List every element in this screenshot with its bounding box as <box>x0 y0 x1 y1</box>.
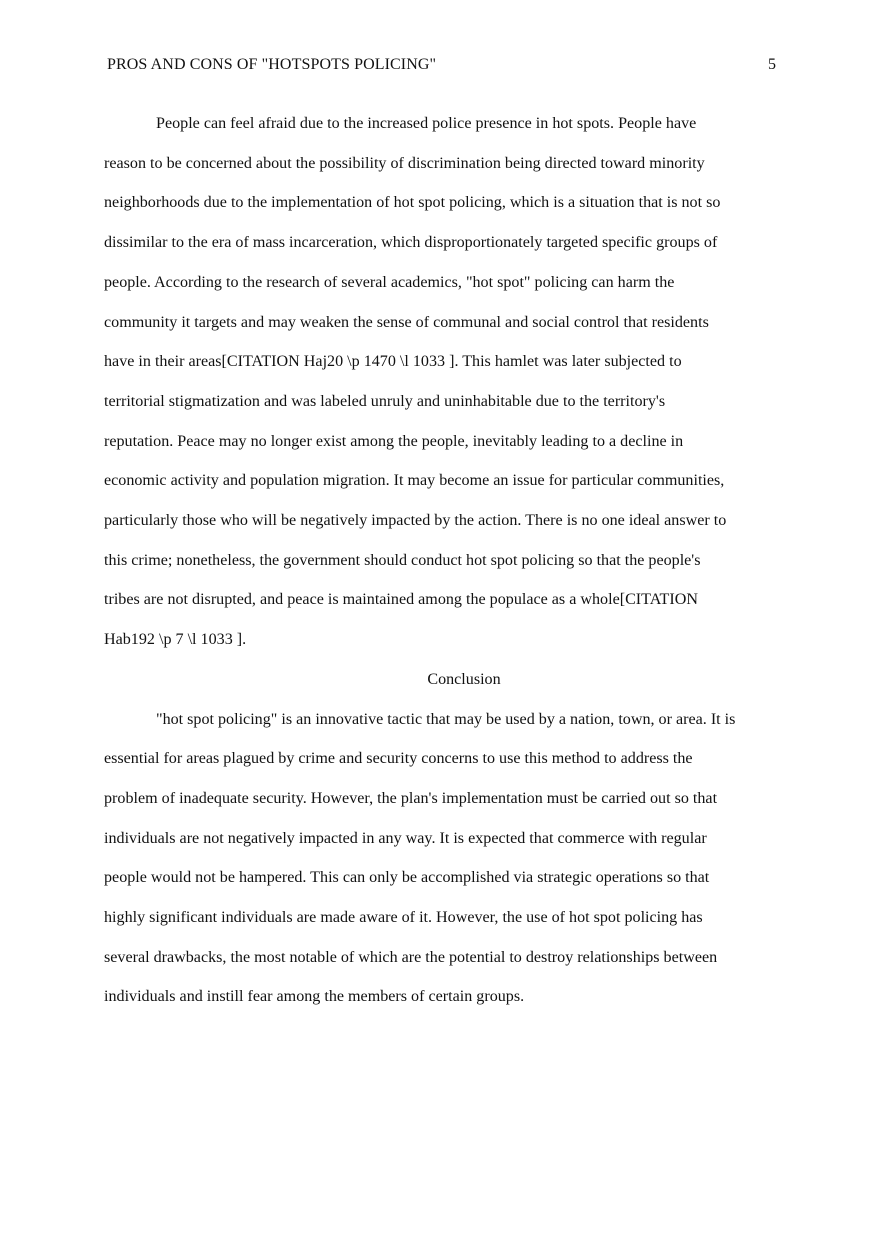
text-line: Hab192 \p 7 \l 1033 ]. <box>104 631 247 649</box>
text-line: reason to be concerned about the possibility of discrimination being directed toward minority <box>104 154 705 172</box>
section-heading-conclusion: Conclusion <box>427 670 501 688</box>
running-head: PROS AND CONS OF "HOTSPOTS POLICING" <box>107 56 437 73</box>
text-line: this crime; nonetheless, the government should conduct hot spot policing so that the people's <box>104 551 701 569</box>
text-line: "hot spot policing" is an innovative tactic that may be used by a nation, town, or area. It is <box>156 710 736 728</box>
paragraph-hot-spot-concerns <box>104 104 780 660</box>
body-text <box>104 104 780 1017</box>
text-line: have in their areas[CITATION Haj20 \p 1470 \l 1033 ]. This hamlet was later subjected to <box>104 353 682 371</box>
paragraph-conclusion <box>104 700 780 1018</box>
text-line: territorial stigmatization and was labeled unruly and uninhabitable due to the territory's <box>104 392 666 410</box>
text-line: individuals and instill fear among the members of certain groups. <box>104 988 525 1006</box>
text-line: people would not be hampered. This can only be accomplished via strategic operations so that <box>104 869 710 887</box>
text-line: highly significant individuals are made aware of it. However, the use of hot spot policing has <box>104 909 703 927</box>
text-line: tribes are not disrupted, and peace is maintained among the populace as a whole[CITATION <box>104 591 698 609</box>
text-line: economic activity and population migration. It may become an issue for particular communities, <box>104 472 725 490</box>
text-line: individuals are not negatively impacted in any way. It is expected that commerce with regular <box>104 829 707 847</box>
page-number: 5 <box>768 56 776 73</box>
text-line: essential for areas plagued by crime and security concerns to use this method to address the <box>104 750 693 768</box>
text-line: reputation. Peace may no longer exist among the people, inevitably leading to a decline in <box>104 432 684 450</box>
text-line: problem of inadequate security. However, the plan's implementation must be carried out so that <box>104 789 718 807</box>
text-line: neighborhoods due to the implementation of hot spot policing, which is a situation that is not so <box>104 194 721 212</box>
text-line: dissimilar to the era of mass incarceration, which disproportionately targeted specific groups of <box>104 234 718 252</box>
text-line: particularly those who will be negatively impacted by the action. There is no one ideal answer to <box>104 512 727 530</box>
text-line: People can feel afraid due to the increased police presence in hot spots. People have <box>156 115 697 132</box>
text-line: community it targets and may weaken the sense of communal and social control that residents <box>104 313 709 331</box>
text-line: several drawbacks, the most notable of which are the potential to destroy relationships between <box>104 948 718 966</box>
text-line: people. According to the research of several academics, "hot spot" policing can harm the <box>104 273 675 291</box>
